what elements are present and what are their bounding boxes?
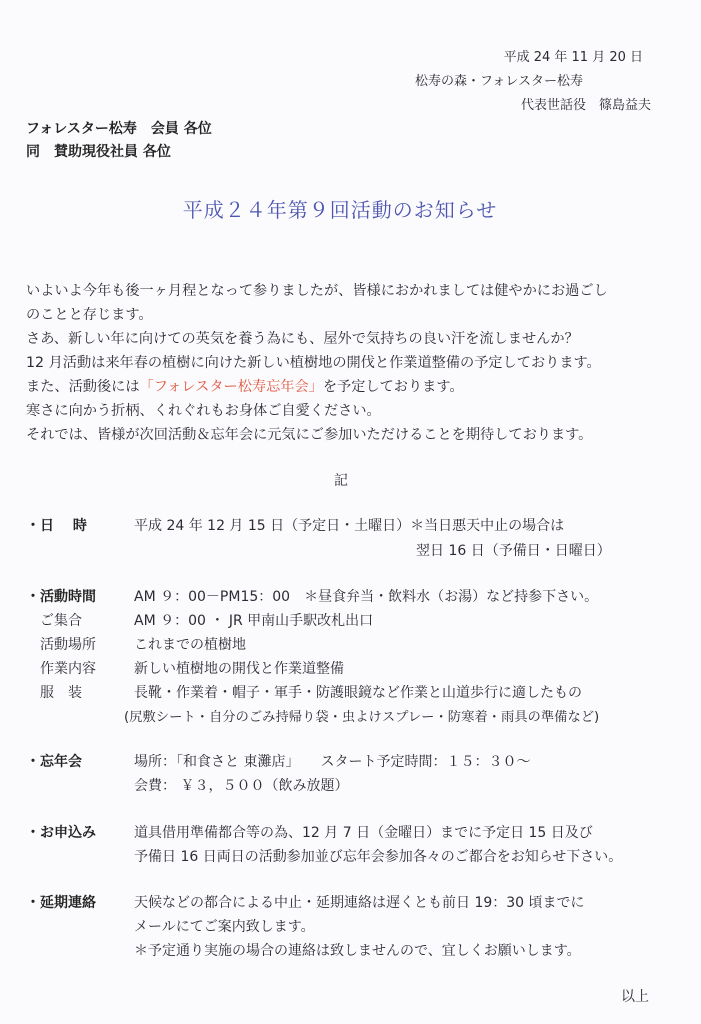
intro-line-7: それでは、皆様が次回活動＆忘年会に元気にご参加いただけることを期待しております。 [26,427,593,443]
addressee-supporters: 同 賛助現役社員 各位 [26,144,171,160]
schedule-line-1: 平成 24 年 12 月 15 日（予定日・土曜日）＊当日悪天中止の場合は [134,518,565,534]
work-label: 作業内容 [40,661,96,677]
addressee-members: フォレスター松寿 会員 各位 [26,121,212,137]
place-value: これまでの植樹地 [134,637,246,653]
postpone-line-1: 天候などの都合による中止・延期連絡は遅くとも前日 19：30 頃までに [134,895,585,911]
document-title: 平成２４年第９回活動のお知らせ [182,198,498,222]
apply-line-2: 予備日 16 日両日の活動参加並び忘年会参加各々のご都合をお知らせ下さい。 [134,849,623,865]
intro-line-1: いよいよ今年も後一ヶ月程となって参りましたが、皆様におかれましては健やかにお過ごし [26,283,608,299]
postpone-line-2: メールにてご案内致します。 [134,919,315,935]
party-label: ・忘年会 [26,754,82,770]
apply-line-1: 道具借用準備都合等の為、12 月 7 日（金曜日）までに予定日 15 日及び [134,825,593,841]
work-value: 新しい植樹地の開伐と作業道整備 [134,661,344,677]
intro-line-5-pre: また、活動後には [26,379,140,395]
place-label: 活動場所 [40,637,96,653]
intro-line-4: 12 月活動は来年春の植樹に向けた新しい植樹地の開伐と作業道整備の予定しております。 [26,355,601,371]
meeting-value: AM ９：00 ・ JR 甲南山手駅改札出口 [134,613,374,629]
intro-line-2: のことと存じます。 [26,307,153,323]
party-line-2: 会費： ￥３，５００（飲み放題） [134,778,349,794]
dress-note: (尻敷シート・自分のごみ持帰り袋・虫よけスプレー・防寒着・雨具の準備など) [124,710,600,725]
intro-line-5 [26,376,464,396]
organization-name: 松寿の森・フォレスター松寿 [415,74,583,89]
ki-heading: 記 [334,473,348,489]
closing-text: 以上 [621,989,649,1005]
meeting-label: ご集合 [40,613,82,629]
document-date: 平成 24 年 11 月 20 日 [503,50,643,65]
schedule-label: ・日 時 [26,518,87,534]
party-line-1: 場所：｢和食さと 東灘店｣ スタート予定時間：１５：３０～ [134,754,531,770]
representative-name: 代表世話役 篠島益夫 [520,98,651,113]
schedule-line-2: 翌日 16 日（予備日・日曜日） [416,543,611,559]
dress-label: 服 装 [40,685,82,701]
dress-value: 長靴・作業着・帽子・軍手・防護眼鏡など作業と山道歩行に適したもの [134,685,582,701]
apply-label: ・お申込み [26,825,96,841]
intro-line-6: 寒さに向かう折柄、くれぐれもお身体ご自愛ください。 [26,403,381,419]
intro-line-3: さあ、新しい年に向けての英気を養う為にも、屋外で気持ちの良い汗を流しませんか？ [26,331,579,347]
activity-time-label: ・活動時間 [26,589,96,605]
intro-line-5-post: を予定しております。 [322,379,464,395]
postpone-label: ・延期連絡 [26,895,96,911]
party-highlight: 「フォレスター松寿忘年会」 [139,379,323,395]
activity-time-value: AM ９：00－PM15：00 ＊昼食弁当・飲料水（お湯）など持参下さい。 [134,589,599,605]
postpone-line-3: ＊予定通り実施の場合の連絡は致しませんので、宜しくお願いします。 [134,943,581,959]
